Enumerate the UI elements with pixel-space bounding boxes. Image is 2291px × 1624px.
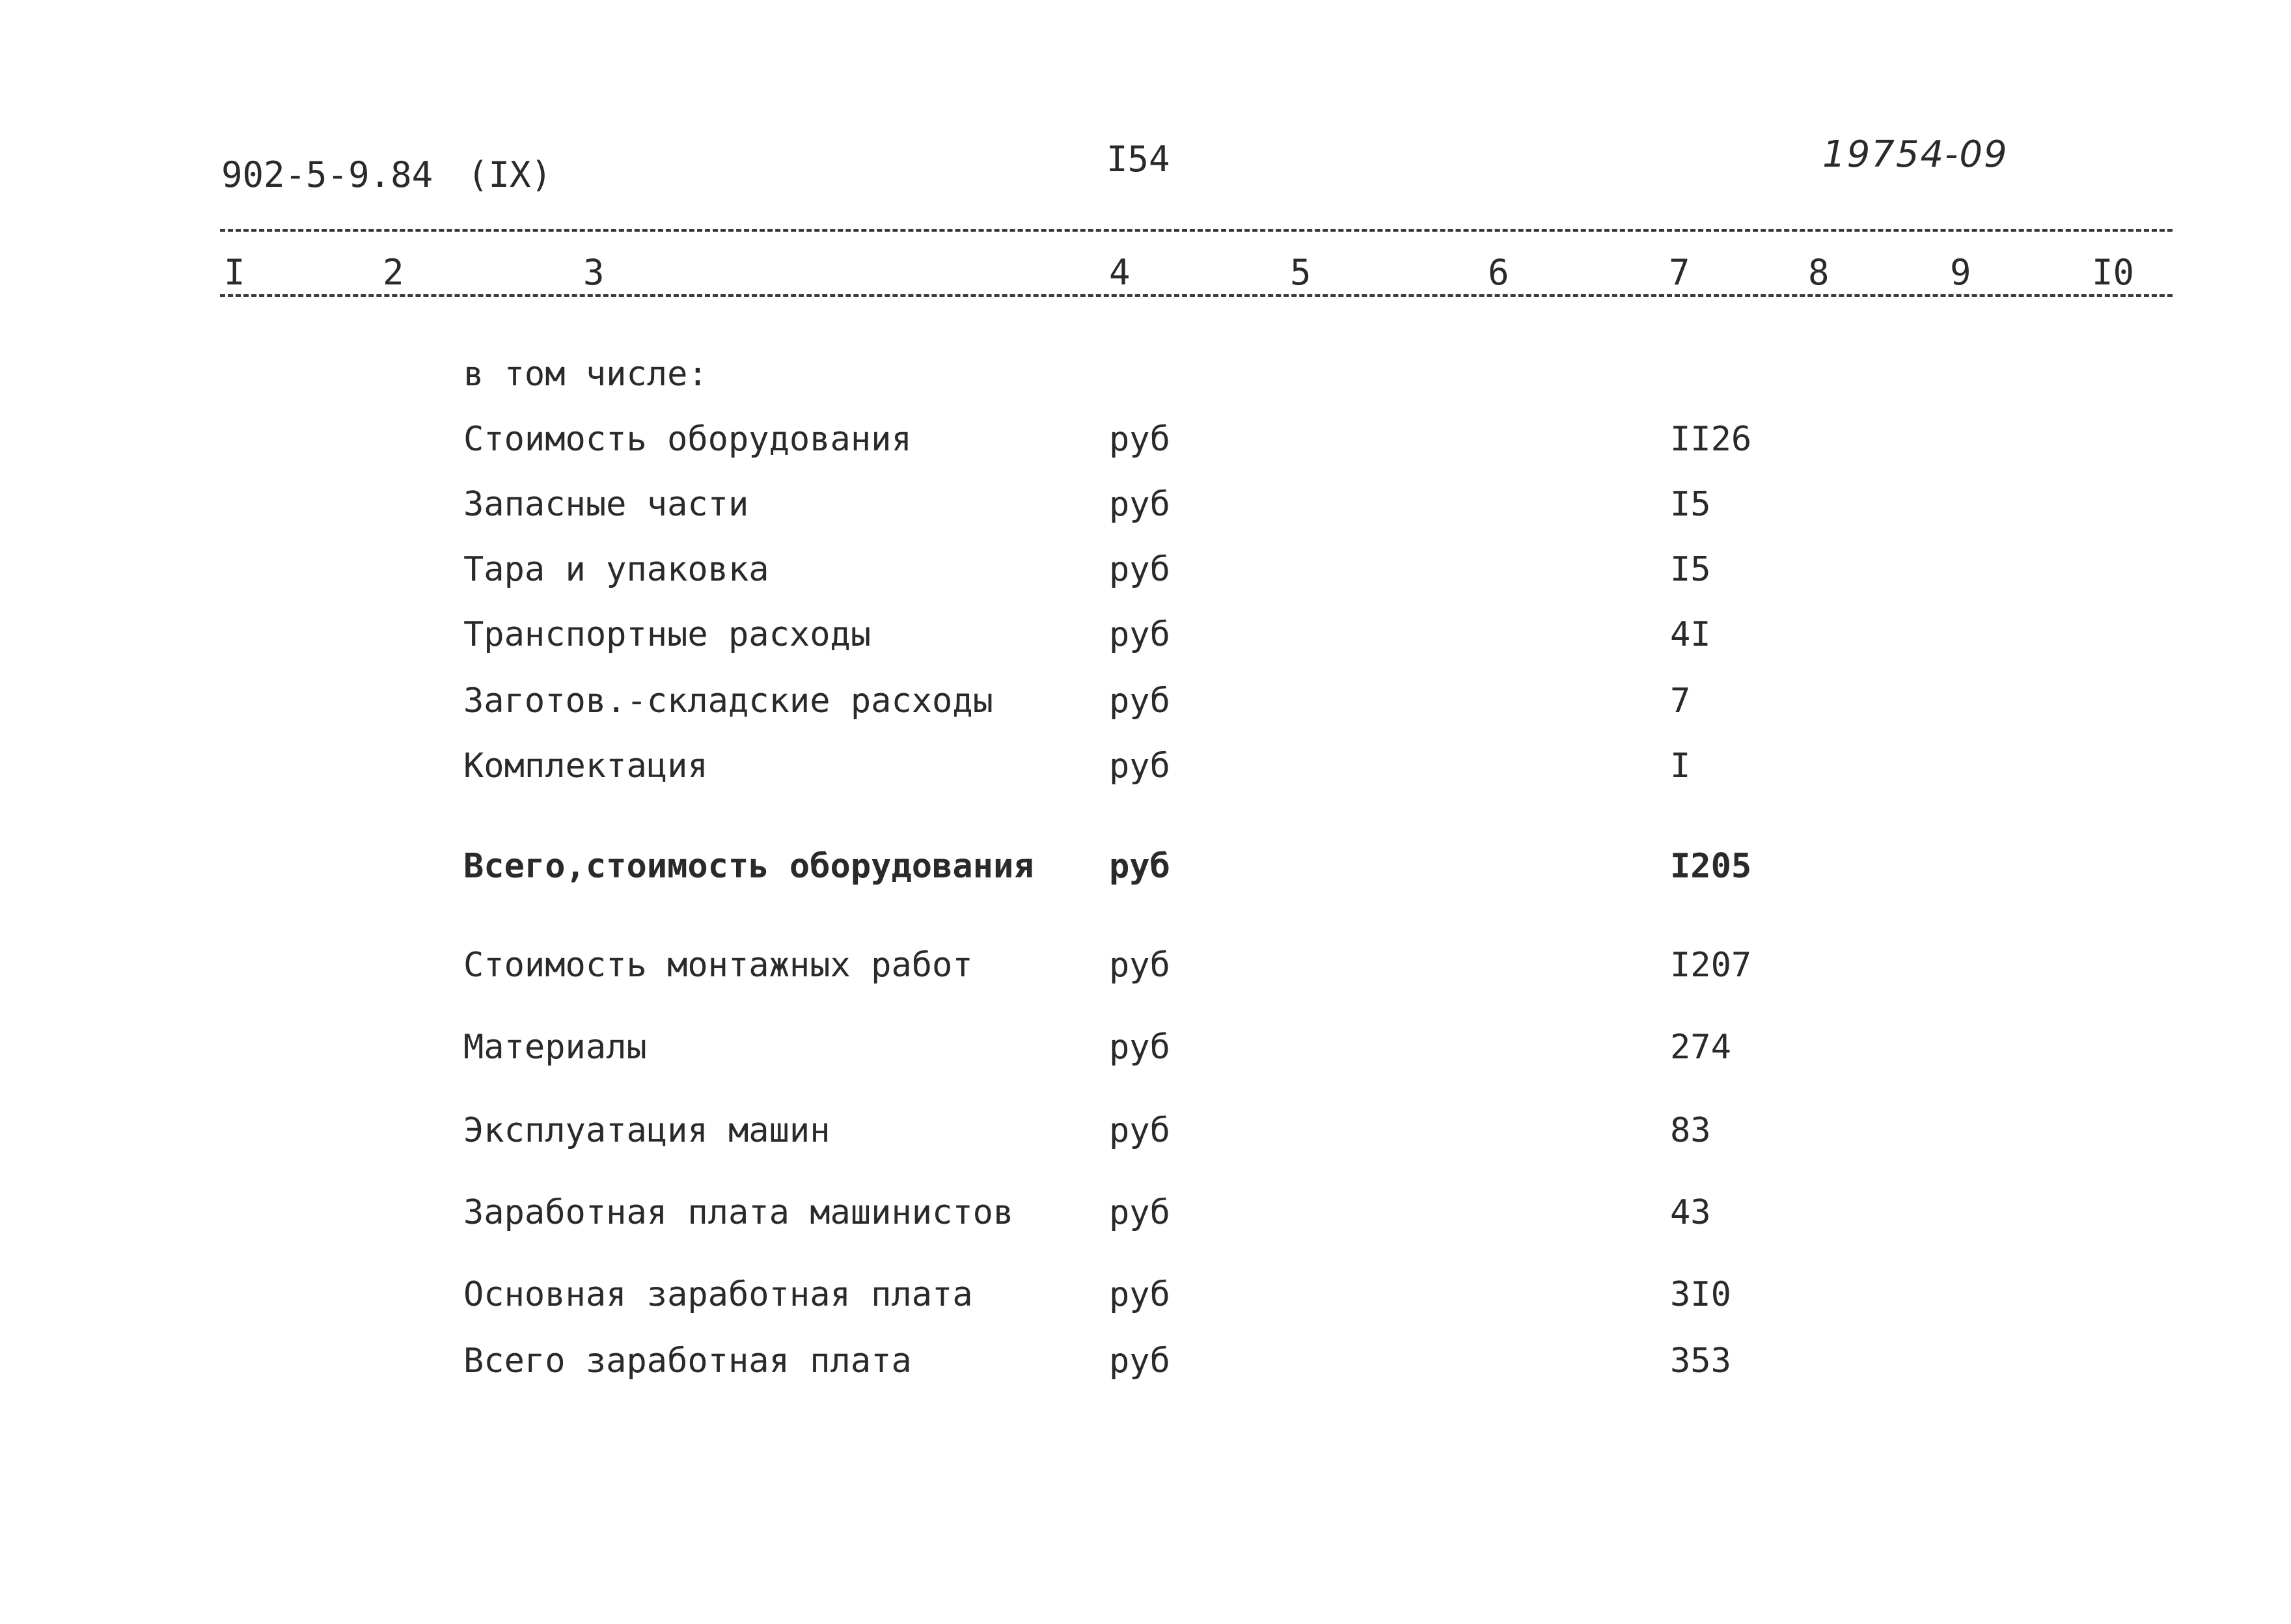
row-unit: руб (1109, 1111, 1170, 1150)
section-heading: в том числе: (463, 355, 708, 394)
row-label: Основная заработная плата (463, 1275, 973, 1314)
column-number-1: I (221, 255, 248, 290)
column-number-10: I0 (2089, 255, 2137, 290)
column-number-6: 6 (1485, 255, 1512, 290)
row-label: Материалы (463, 1028, 647, 1067)
column-number-2: 2 (380, 255, 407, 290)
row-unit: руб (1109, 485, 1170, 524)
row-label: Комплектация (463, 747, 708, 786)
column-number-4: 4 (1106, 255, 1133, 290)
row-value: 3I0 (1670, 1275, 1731, 1314)
row-label: Транспортные расходы (463, 615, 871, 654)
sheet-part: (IX) (467, 154, 553, 195)
row-value: II26 (1670, 420, 1752, 459)
row-label: Тара и упаковка (463, 550, 769, 589)
row-value: 4I (1670, 615, 1711, 654)
row-label: Запасные части (463, 485, 749, 524)
row-unit: руб (1109, 615, 1170, 654)
table-row (0, 1108, 2291, 1153)
row-value: 7 (1670, 681, 1691, 721)
row-unit: руб (1109, 550, 1170, 589)
column-number-5: 5 (1287, 255, 1314, 290)
row-value: 83 (1670, 1111, 1711, 1150)
document-code: 902-5-9.84 (221, 154, 433, 195)
row-label: Заготов.-складские расходы (463, 681, 993, 721)
row-label: Всего,стоимость оборудования (463, 847, 1034, 886)
row-label: Эксплуатация машин (463, 1111, 830, 1150)
table-row (0, 417, 2291, 462)
row-value: I5 (1670, 550, 1711, 589)
table-row (0, 1272, 2291, 1317)
bottom-dashed-rule (220, 294, 2173, 297)
table-row (0, 943, 2291, 988)
row-value: I (1670, 747, 1691, 786)
row-unit: руб (1109, 747, 1170, 786)
table-row (0, 482, 2291, 527)
column-number-8: 8 (1805, 255, 1832, 290)
table-row (0, 1025, 2291, 1070)
table-row (0, 547, 2291, 592)
row-unit: руб (1109, 946, 1170, 985)
row-value: I5 (1670, 485, 1711, 524)
table-row (0, 743, 2291, 789)
row-value: 274 (1670, 1028, 1731, 1067)
row-label: Стоимость монтажных работ (463, 946, 973, 985)
row-unit: руб (1109, 681, 1170, 721)
page-number: I54 (1106, 139, 1170, 180)
row-value: 43 (1670, 1193, 1711, 1232)
row-label: Заработная плата машинистов (463, 1193, 1014, 1232)
column-number-7: 7 (1666, 255, 1693, 290)
row-value: 353 (1670, 1342, 1731, 1381)
row-unit: руб (1109, 1342, 1170, 1381)
table-row-total (0, 844, 2291, 889)
top-dashed-rule (220, 229, 2173, 232)
table-row (0, 678, 2291, 724)
column-number-9: 9 (1947, 255, 1974, 290)
row-value: I207 (1670, 946, 1752, 985)
row-unit: руб (1109, 1028, 1170, 1067)
table-row (0, 1190, 2291, 1235)
column-number-3: 3 (581, 255, 607, 290)
stamp-number: 19754-09 (1822, 133, 2009, 176)
row-label: Всего заработная плата (463, 1342, 912, 1381)
row-unit: руб (1109, 847, 1170, 886)
row-unit: руб (1109, 1275, 1170, 1314)
row-value: I205 (1670, 847, 1752, 886)
row-unit: руб (1109, 420, 1170, 459)
row-label: Стоимость оборудования (463, 420, 912, 459)
table-row (0, 612, 2291, 657)
table-row (0, 1338, 2291, 1384)
row-unit: руб (1109, 1193, 1170, 1232)
